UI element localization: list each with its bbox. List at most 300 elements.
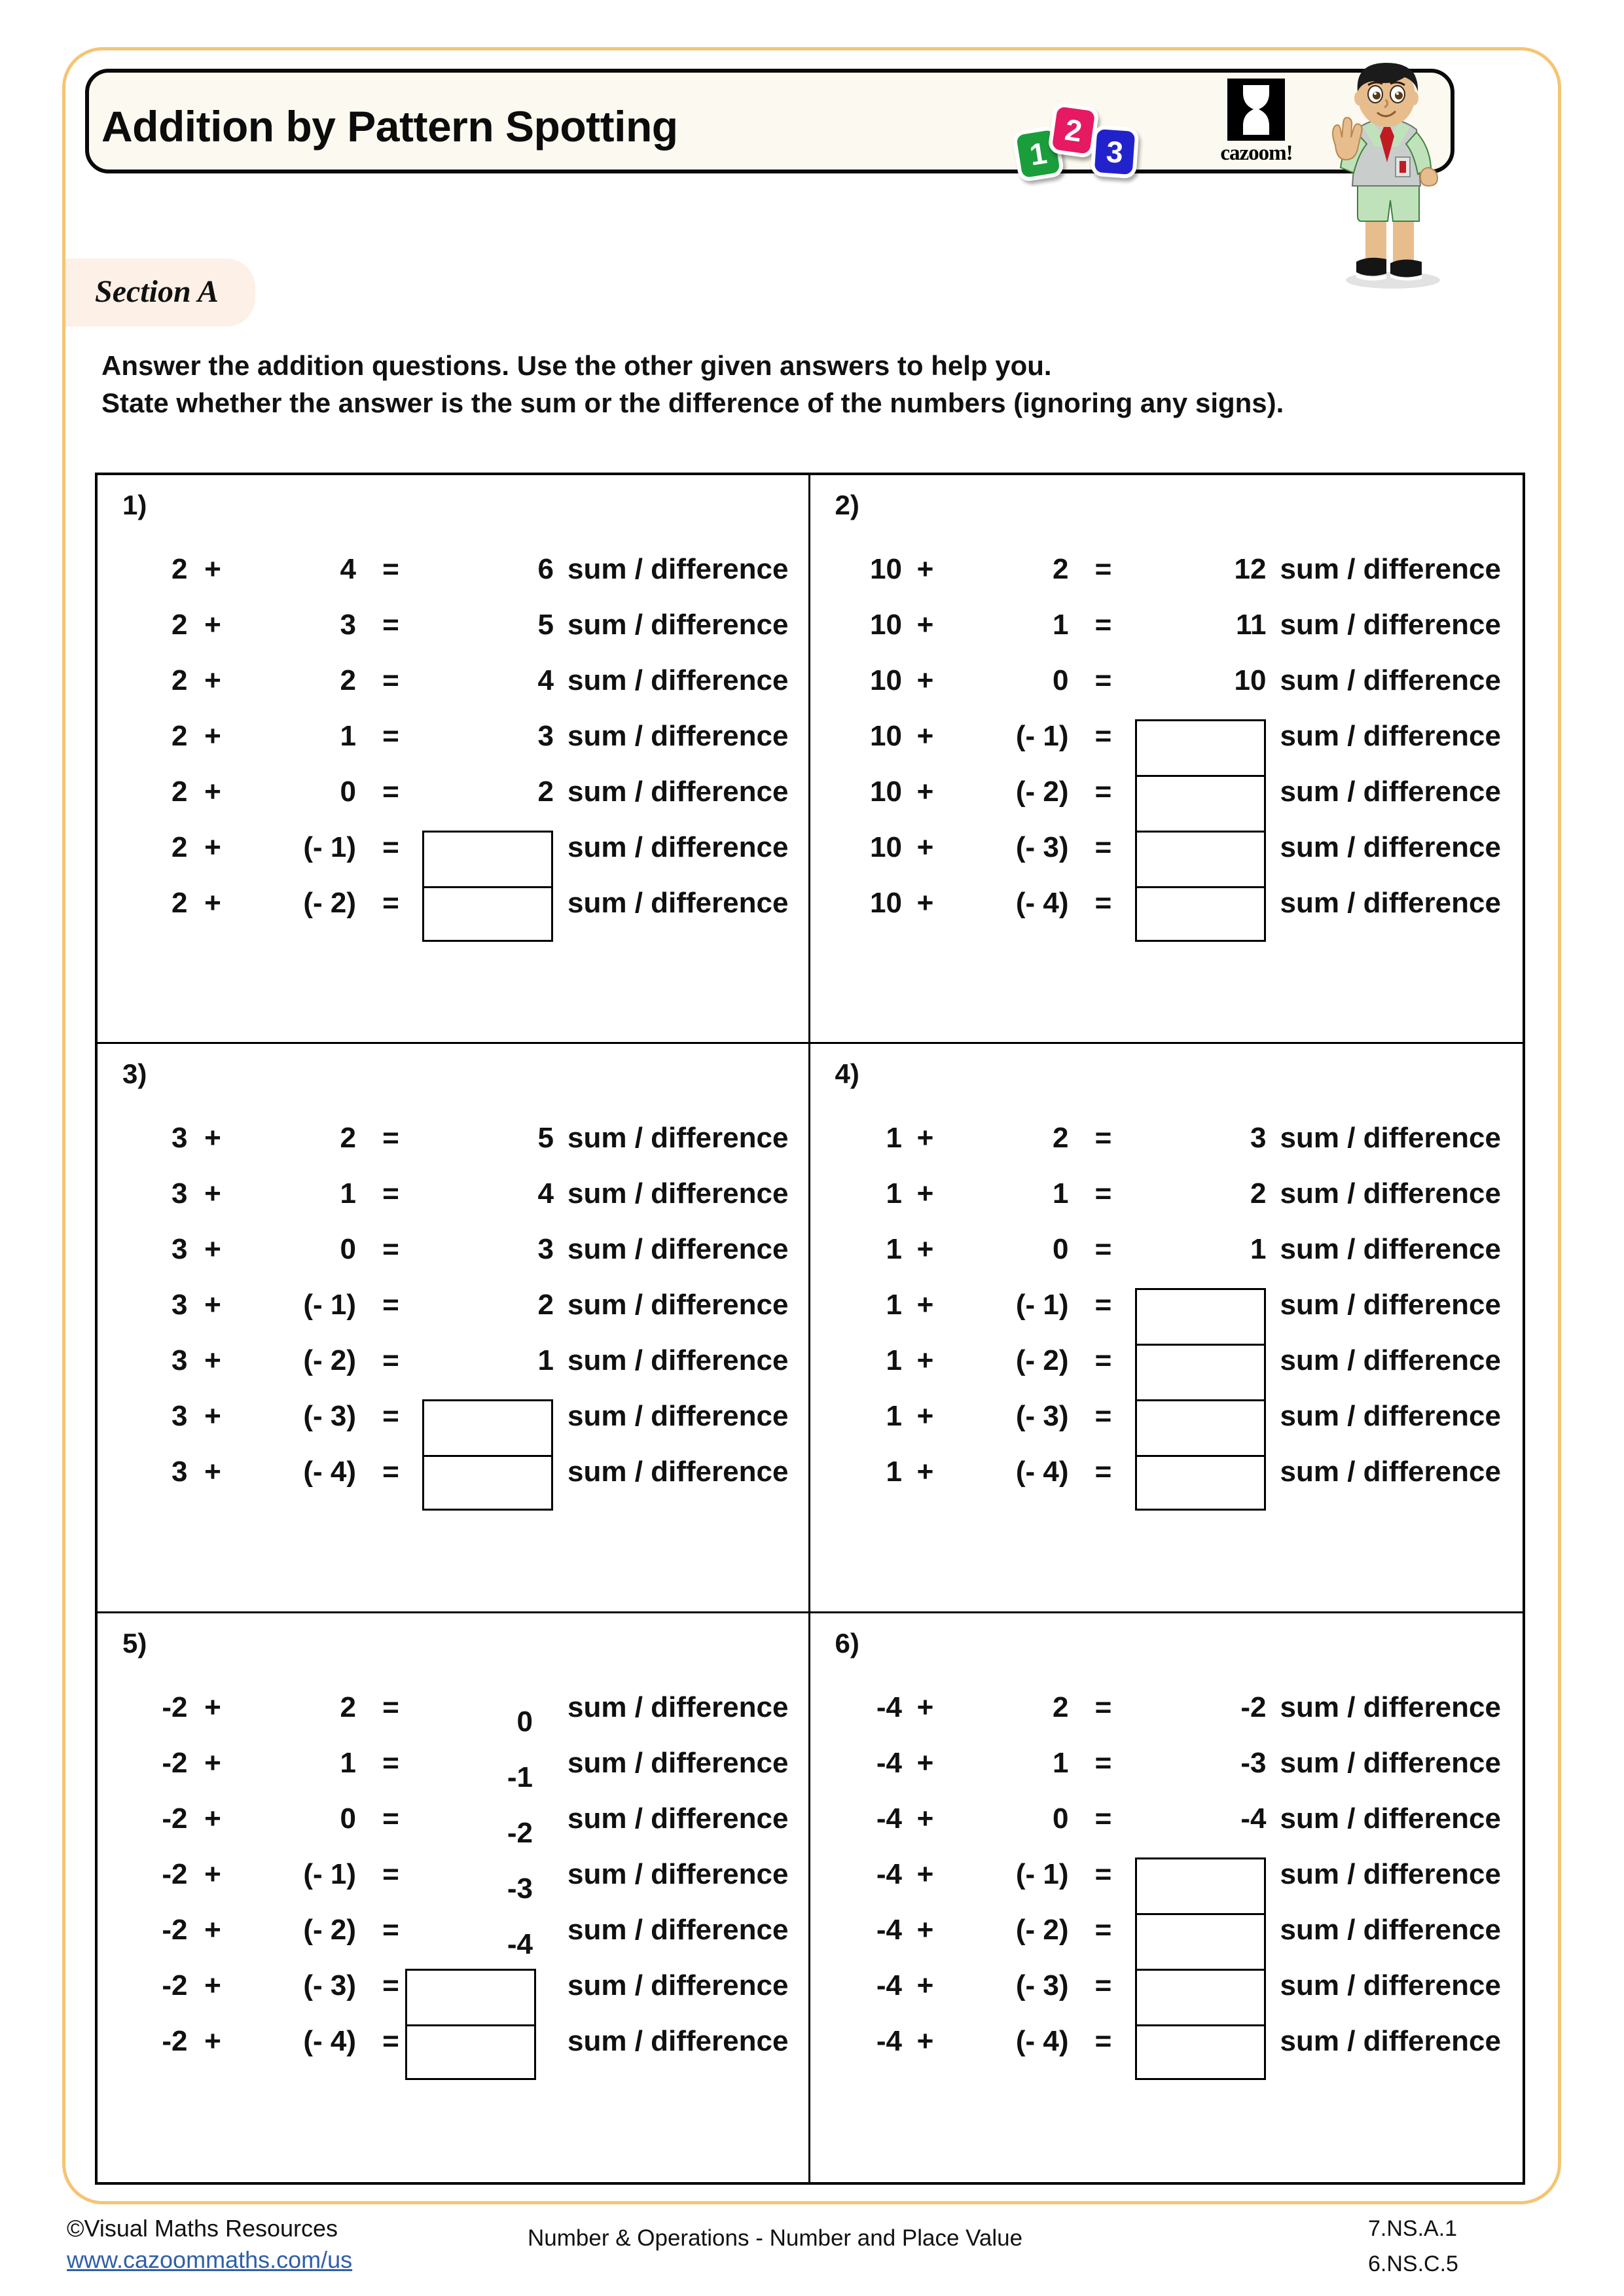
operand-second: (- 1): [1015, 1857, 1069, 1890]
plus-sign: +: [916, 831, 934, 863]
plus-sign: +: [916, 1233, 934, 1266]
equals-sign: =: [1094, 1289, 1112, 1321]
answer-value: 3: [537, 1233, 554, 1266]
equation-row: [98, 1232, 808, 1288]
operand-first: 3: [171, 1233, 188, 1266]
equation-row: [98, 552, 808, 608]
standard-code-primary: 7.NS.A.1: [1368, 2216, 1458, 2241]
operand-second: 0: [1053, 664, 1069, 696]
standard-code-secondary: 6.NS.C.5: [1368, 2251, 1458, 2276]
operand-first: -4: [876, 1857, 902, 1890]
operand-first: 1: [886, 1344, 902, 1377]
sum-difference-choice[interactable]: sum / difference: [568, 1969, 789, 2001]
operand-second: (- 2): [1015, 1913, 1069, 1946]
sum-difference-choice[interactable]: sum / difference: [1280, 609, 1501, 641]
plus-sign: +: [916, 553, 934, 585]
plus-sign: +: [916, 1691, 934, 1723]
equation-row: [810, 1399, 1523, 1455]
equation-row: [98, 1802, 808, 1857]
question-number: 4): [835, 1058, 859, 1090]
sum-difference-choice[interactable]: sum / difference: [1280, 776, 1501, 808]
question-cell: [98, 475, 810, 1044]
operand-first: -2: [162, 1802, 188, 1835]
equation-row: [810, 1691, 1523, 1746]
plus-sign: +: [204, 1177, 221, 1210]
sum-difference-choice[interactable]: sum / difference: [1280, 1233, 1501, 1266]
website-link[interactable]: www.cazoommaths.com/us: [67, 2246, 353, 2273]
operand-second: 2: [340, 1122, 356, 1155]
operand-second: (- 2): [1015, 1344, 1069, 1377]
footer: [0, 2215, 1624, 2293]
equals-sign: =: [382, 1289, 399, 1321]
equation-row: [810, 831, 1523, 886]
operand-first: 1: [886, 1289, 902, 1321]
copyright-text: ©Visual Maths Resources: [67, 2215, 338, 2242]
operand-second: (- 4): [1015, 2024, 1069, 2057]
question-cell: [98, 1044, 810, 1613]
answer-value: 2: [537, 776, 554, 808]
operand-second: 1: [340, 720, 356, 752]
equals-sign: =: [1094, 609, 1112, 641]
equation-row: [810, 1455, 1523, 1511]
operand-second: 1: [1053, 1177, 1069, 1210]
sum-difference-choice[interactable]: sum / difference: [1280, 553, 1501, 585]
equation-row: [810, 1746, 1523, 1802]
plus-sign: +: [916, 887, 934, 919]
equals-sign: =: [1094, 887, 1112, 919]
operand-second: 2: [1053, 1122, 1069, 1155]
equation-rows: [98, 1121, 808, 1511]
operand-second: 0: [1053, 1233, 1069, 1266]
operand-second: 2: [1053, 553, 1069, 585]
plus-sign: +: [916, 1289, 934, 1321]
equals-sign: =: [382, 1456, 399, 1488]
operand-second: 2: [1053, 1691, 1069, 1723]
sum-difference-choice[interactable]: sum / difference: [1280, 2024, 1501, 2057]
answer-value: 3: [1250, 1122, 1267, 1155]
equation-row: [810, 1232, 1523, 1288]
equation-row: [98, 1857, 808, 1913]
equals-sign: =: [382, 1122, 399, 1155]
operand-first: 2: [171, 720, 188, 752]
operand-second: 1: [340, 1177, 356, 1210]
operand-second: (- 3): [1015, 1400, 1069, 1433]
sum-difference-choice[interactable]: sum / difference: [1280, 1177, 1501, 1210]
sum-difference-choice[interactable]: sum / difference: [568, 1746, 789, 1779]
operand-second: (- 3): [303, 1969, 356, 2001]
operand-second: (- 1): [303, 1857, 356, 1890]
operand-first: 2: [171, 776, 188, 808]
sum-difference-choice[interactable]: sum / difference: [1280, 1857, 1501, 1890]
operand-first: -4: [876, 1691, 902, 1723]
equation-row: [810, 1857, 1523, 1913]
plus-sign: +: [916, 609, 934, 641]
equation-row: [98, 1455, 808, 1511]
sum-difference-choice[interactable]: sum / difference: [568, 1691, 789, 1723]
plus-sign: +: [916, 1344, 934, 1377]
equation-row: [810, 664, 1523, 719]
sum-difference-choice[interactable]: sum / difference: [1280, 1746, 1501, 1779]
operand-second: (- 2): [303, 1344, 356, 1377]
equation-row: [98, 1746, 808, 1802]
operand-first: -2: [162, 1913, 188, 1946]
equation-row: [98, 1177, 808, 1232]
operand-first: 1: [886, 1456, 902, 1488]
equation-row: [98, 2024, 808, 2080]
sum-difference-choice[interactable]: sum / difference: [568, 1289, 789, 1321]
operand-second: (- 1): [1015, 1289, 1069, 1321]
operand-first: -2: [162, 1857, 188, 1890]
answer-value: -3: [507, 1872, 533, 1905]
cazoom-hourglass-icon: [1227, 79, 1285, 141]
plus-sign: +: [204, 1691, 221, 1723]
operand-second: (- 3): [1015, 831, 1069, 863]
equation-row: [810, 608, 1523, 664]
plus-sign: +: [916, 1802, 934, 1835]
plus-sign: +: [204, 887, 221, 919]
operand-second: (- 1): [303, 831, 356, 863]
operand-first: 10: [870, 664, 902, 696]
equation-row: [810, 1802, 1523, 1857]
plus-sign: +: [204, 1289, 221, 1321]
operand-second: 1: [1053, 1746, 1069, 1779]
cazoom-wordmark: cazoom!: [1220, 141, 1293, 165]
operand-second: 1: [1053, 609, 1069, 641]
answer-value: -4: [507, 1928, 533, 1960]
equation-row: [810, 886, 1523, 942]
plus-sign: +: [916, 1122, 934, 1155]
sum-difference-choice[interactable]: sum / difference: [568, 1177, 789, 1210]
equation-row: [810, 2024, 1523, 2080]
answer-value: 6: [537, 553, 554, 585]
question-cell: [98, 1613, 810, 2182]
operand-first: 2: [171, 831, 188, 863]
operand-second: (- 4): [1015, 1456, 1069, 1488]
operand-first: 3: [171, 1456, 188, 1488]
plus-sign: +: [916, 2024, 934, 2057]
equals-sign: =: [1094, 1400, 1112, 1433]
equals-sign: =: [1094, 1746, 1112, 1779]
operand-first: 10: [870, 887, 902, 919]
equals-sign: =: [1094, 553, 1112, 585]
equation-row: [98, 1691, 808, 1746]
plus-sign: +: [204, 720, 221, 752]
equation-row: [810, 1969, 1523, 2024]
operand-second: 4: [340, 553, 356, 585]
equals-sign: =: [382, 1344, 399, 1377]
sum-difference-choice[interactable]: sum / difference: [1280, 1456, 1501, 1488]
number-block-3: 3: [1090, 125, 1139, 179]
equals-sign: =: [1094, 664, 1112, 696]
equals-sign: =: [382, 2024, 399, 2057]
equals-sign: =: [1094, 1691, 1112, 1723]
operand-second: (- 3): [303, 1400, 356, 1433]
answer-value: -4: [1240, 1802, 1267, 1835]
operand-first: 2: [171, 664, 188, 696]
equation-row: [810, 1121, 1523, 1177]
plus-sign: +: [204, 831, 221, 863]
answer-value: 1: [1250, 1233, 1267, 1266]
equation-row: [810, 552, 1523, 608]
sum-difference-choice[interactable]: sum / difference: [1280, 831, 1501, 863]
sum-difference-choice[interactable]: sum / difference: [1280, 887, 1501, 919]
operand-first: 1: [886, 1400, 902, 1433]
operand-second: (- 3): [1015, 1969, 1069, 2001]
equals-sign: =: [1094, 1456, 1112, 1488]
sum-difference-choice[interactable]: sum / difference: [1280, 1969, 1501, 2001]
operand-second: (- 4): [303, 2024, 356, 2057]
sum-difference-choice[interactable]: sum / difference: [1280, 1289, 1501, 1321]
equals-sign: =: [382, 1969, 399, 2001]
sum-difference-choice[interactable]: sum / difference: [568, 1233, 789, 1266]
equation-row: [98, 608, 808, 664]
equation-row: [98, 1121, 808, 1177]
operand-first: 2: [171, 553, 188, 585]
operand-second: (- 1): [1015, 720, 1069, 752]
equals-sign: =: [1094, 720, 1112, 752]
operand-second: (- 2): [1015, 776, 1069, 808]
answer-value: 4: [537, 1177, 554, 1210]
plus-sign: +: [204, 1802, 221, 1835]
sum-difference-choice[interactable]: sum / difference: [568, 720, 789, 752]
equals-sign: =: [382, 1913, 399, 1946]
sum-difference-choice[interactable]: sum / difference: [568, 1857, 789, 1890]
equals-sign: =: [382, 609, 399, 641]
operand-first: 10: [870, 776, 902, 808]
operand-first: 3: [171, 1289, 188, 1321]
equals-sign: =: [382, 553, 399, 585]
equals-sign: =: [382, 720, 399, 752]
operand-first: 3: [171, 1122, 188, 1155]
equals-sign: =: [382, 776, 399, 808]
answer-value: -2: [1240, 1691, 1267, 1723]
operand-first: 3: [171, 1177, 188, 1210]
operand-first: 1: [886, 1177, 902, 1210]
plus-sign: +: [916, 1969, 934, 2001]
plus-sign: +: [916, 1857, 934, 1890]
equals-sign: =: [1094, 1122, 1112, 1155]
answer-value: 4: [537, 664, 554, 696]
sum-difference-choice[interactable]: sum / difference: [568, 1802, 789, 1835]
equation-rows: [98, 552, 808, 942]
equals-sign: =: [1094, 831, 1112, 863]
equals-sign: =: [382, 1400, 399, 1433]
question-number: 6): [835, 1627, 859, 1659]
answer-value: -3: [1240, 1746, 1267, 1779]
answer-value: 0: [516, 1705, 533, 1738]
plus-sign: +: [916, 1400, 934, 1433]
operand-first: -2: [162, 1746, 188, 1779]
operand-first: -2: [162, 1691, 188, 1723]
operand-second: 2: [340, 1691, 356, 1723]
sum-difference-choice[interactable]: sum / difference: [568, 776, 789, 808]
answer-value: -2: [507, 1816, 533, 1849]
question-cell: [810, 1044, 1523, 1613]
operand-second: 2: [340, 664, 356, 696]
equation-rows: [810, 552, 1523, 942]
equation-rows: [810, 1691, 1523, 2080]
sum-difference-choice[interactable]: sum / difference: [568, 609, 789, 641]
plus-sign: +: [204, 776, 221, 808]
plus-sign: +: [916, 776, 934, 808]
sum-difference-choice[interactable]: sum / difference: [1280, 1344, 1501, 1377]
equation-row: [98, 1399, 808, 1455]
equation-rows: [98, 1691, 808, 2080]
sum-difference-choice[interactable]: sum / difference: [1280, 1913, 1501, 1946]
sum-difference-choice[interactable]: sum / difference: [568, 1122, 789, 1155]
equation-row: [810, 775, 1523, 831]
operand-second: 0: [1053, 1802, 1069, 1835]
sum-difference-choice[interactable]: sum / difference: [568, 2024, 789, 2057]
sum-difference-choice[interactable]: sum / difference: [568, 831, 789, 863]
section-label: Section A: [95, 274, 219, 309]
equation-row: [98, 1969, 808, 2024]
operand-second: 1: [340, 1746, 356, 1779]
operand-second: (- 2): [303, 1913, 356, 1946]
answer-value: 3: [537, 720, 554, 752]
answer-value: 2: [537, 1289, 554, 1321]
plus-sign: +: [204, 609, 221, 641]
operand-first: 10: [870, 831, 902, 863]
operand-first: 10: [870, 553, 902, 585]
sum-difference-choice[interactable]: sum / difference: [568, 887, 789, 919]
instruction-line-1: Answer the addition questions. Use the other given answers to help you.: [101, 350, 1052, 381]
equation-row: [98, 831, 808, 886]
operand-first: 1: [886, 1233, 902, 1266]
sum-difference-choice[interactable]: sum / difference: [568, 1400, 789, 1433]
sum-difference-choice[interactable]: sum / difference: [1280, 664, 1501, 696]
equation-row: [98, 1344, 808, 1399]
sum-difference-choice[interactable]: sum / difference: [1280, 1802, 1501, 1835]
plus-sign: +: [204, 553, 221, 585]
operand-first: -4: [876, 1969, 902, 2001]
equals-sign: =: [1094, 1177, 1112, 1210]
operand-first: -2: [162, 1969, 188, 2001]
answer-value: 11: [1235, 609, 1267, 641]
equals-sign: =: [382, 1857, 399, 1890]
sum-difference-choice[interactable]: sum / difference: [568, 1913, 789, 1946]
answer-value: 10: [1234, 664, 1267, 696]
operand-first: 10: [870, 609, 902, 641]
waving-schoolboy-icon: [1309, 59, 1460, 291]
equation-row: [98, 886, 808, 942]
instruction-line-2: State whether the answer is the sum or the difference of the numbers (ignoring any signs).: [101, 387, 1284, 419]
equation-rows: [810, 1121, 1523, 1511]
question-cell: [810, 1613, 1523, 2182]
equals-sign: =: [382, 1746, 399, 1779]
equals-sign: =: [1094, 1913, 1112, 1946]
plus-sign: +: [916, 1913, 934, 1946]
equals-sign: =: [382, 887, 399, 919]
operand-second: (- 2): [303, 887, 356, 919]
question-number: 1): [122, 490, 147, 520]
operand-first: -4: [876, 2024, 902, 2057]
sum-difference-choice[interactable]: sum / difference: [1280, 720, 1501, 752]
operand-second: (- 4): [1015, 887, 1069, 919]
answer-value: 12: [1234, 553, 1267, 585]
operand-first: 2: [171, 887, 188, 919]
operand-first: 10: [870, 720, 902, 752]
plus-sign: +: [204, 1857, 221, 1890]
operand-second: 0: [340, 1802, 356, 1835]
answer-value: 2: [1250, 1177, 1267, 1210]
plus-sign: +: [204, 1456, 221, 1488]
equals-sign: =: [382, 1233, 399, 1266]
answer-value: 5: [537, 609, 554, 641]
plus-sign: +: [204, 664, 221, 696]
equals-sign: =: [1094, 1969, 1112, 2001]
equals-sign: =: [382, 1177, 399, 1210]
operand-second: (- 4): [303, 1456, 356, 1488]
operand-second: 0: [340, 1233, 356, 1266]
equation-row: [810, 1344, 1523, 1399]
plus-sign: +: [916, 720, 934, 752]
plus-sign: +: [916, 1456, 934, 1488]
topic-text: Number & Operations - Number and Place Value: [528, 2225, 1023, 2251]
equals-sign: =: [1094, 776, 1112, 808]
operand-second: (- 1): [303, 1289, 356, 1321]
plus-sign: +: [916, 664, 934, 696]
operand-first: -2: [162, 2024, 188, 2057]
equation-row: [98, 1913, 808, 1969]
sum-difference-choice[interactable]: sum / difference: [1280, 1400, 1501, 1433]
plus-sign: +: [204, 1746, 221, 1779]
answer-value: -1: [507, 1761, 533, 1793]
plus-sign: +: [204, 1344, 221, 1377]
question-cell: [810, 475, 1523, 1044]
equals-sign: =: [1094, 1802, 1112, 1835]
operand-first: 1: [886, 1122, 902, 1155]
plus-sign: +: [204, 1400, 221, 1433]
sum-difference-choice[interactable]: sum / difference: [568, 1344, 789, 1377]
equation-row: [810, 719, 1523, 775]
equation-row: [98, 719, 808, 775]
equals-sign: =: [1094, 2024, 1112, 2057]
question-number: 3): [122, 1058, 147, 1090]
plus-sign: +: [204, 1233, 221, 1266]
sum-difference-choice[interactable]: sum / difference: [568, 1456, 789, 1488]
number-block-2: 2: [1047, 102, 1100, 159]
instructions: [101, 347, 1528, 422]
operand-first: 2: [171, 609, 188, 641]
operand-first: -4: [876, 1746, 902, 1779]
plus-sign: +: [916, 1746, 934, 1779]
plus-sign: +: [204, 1969, 221, 2001]
equation-row: [98, 664, 808, 719]
operand-second: 3: [340, 609, 356, 641]
equation-row: [810, 1913, 1523, 1969]
question-number: 5): [122, 1627, 147, 1659]
plus-sign: +: [204, 1913, 221, 1946]
equals-sign: =: [382, 664, 399, 696]
equals-sign: =: [382, 1802, 399, 1835]
equals-sign: =: [1094, 1233, 1112, 1266]
equation-row: [810, 1288, 1523, 1344]
operand-first: -4: [876, 1802, 902, 1835]
sum-difference-choice[interactable]: sum / difference: [568, 664, 789, 696]
equals-sign: =: [382, 831, 399, 863]
operand-first: -4: [876, 1913, 902, 1946]
answer-value: 5: [537, 1122, 554, 1155]
equation-row: [98, 775, 808, 831]
sum-difference-choice[interactable]: sum / difference: [1280, 1122, 1501, 1155]
questions-grid: [95, 473, 1525, 2185]
page-title: Addition by Pattern Spotting: [101, 102, 678, 151]
plus-sign: +: [204, 2024, 221, 2057]
sum-difference-choice[interactable]: sum / difference: [1280, 1691, 1501, 1723]
equals-sign: =: [1094, 1344, 1112, 1377]
sum-difference-choice[interactable]: sum / difference: [568, 553, 789, 585]
